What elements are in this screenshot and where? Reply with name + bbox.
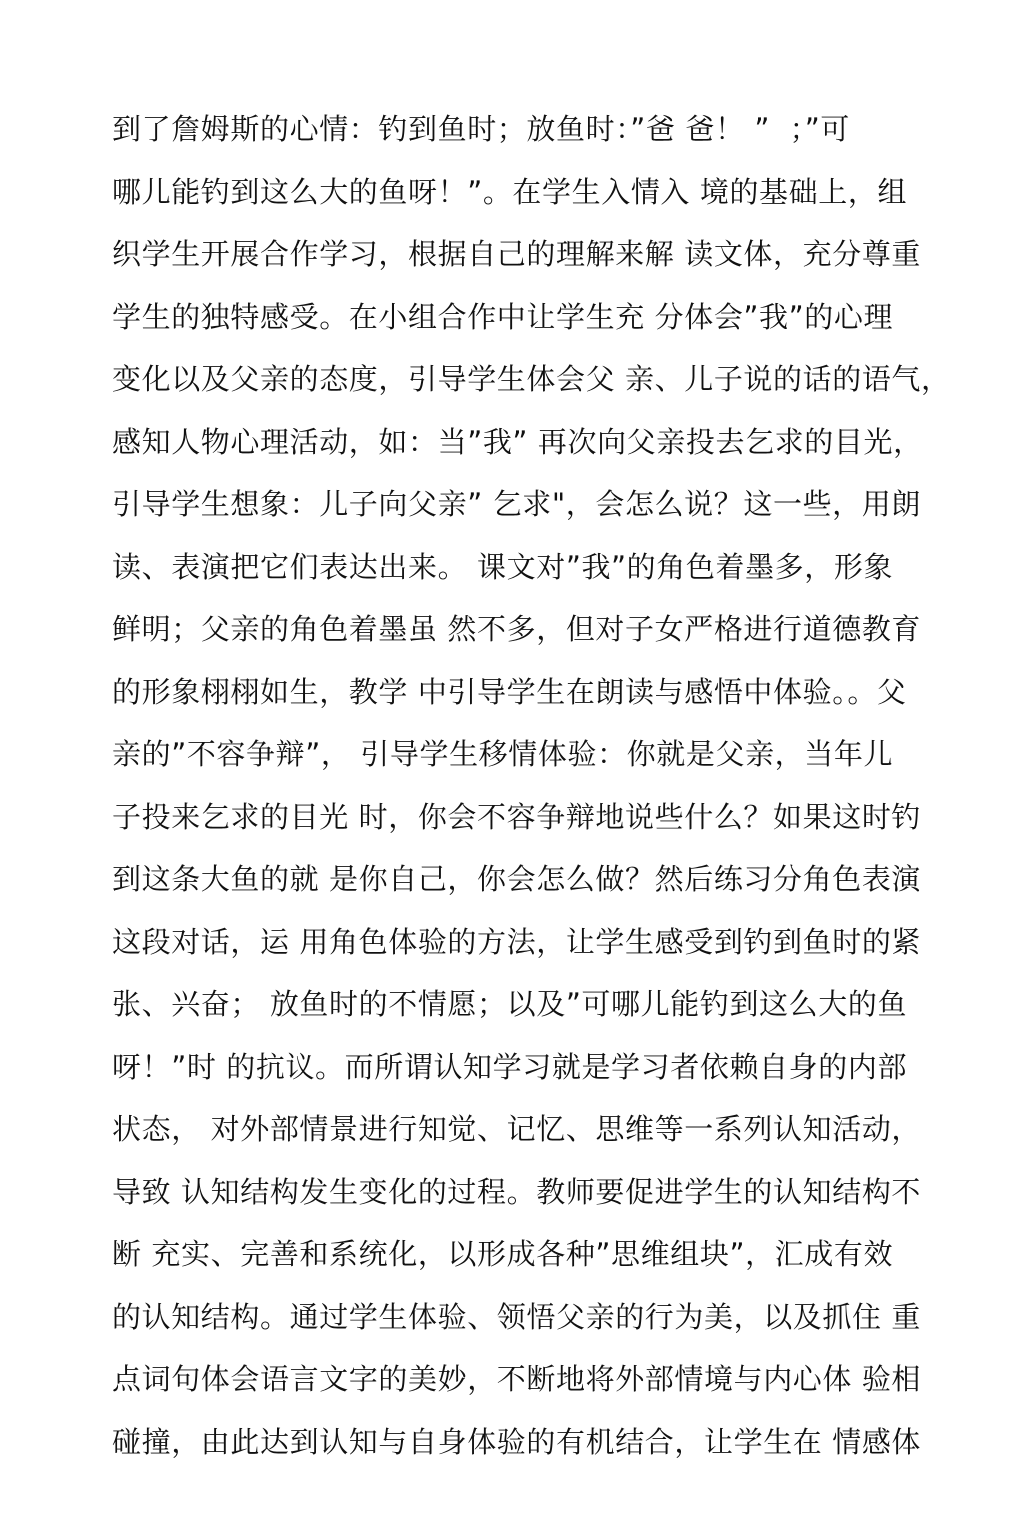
text-line: 的形象栩栩如生，教学 中引导学生在朗读与感悟中体验。。父 — [112, 674, 907, 709]
text-line: 变化以及父亲的态度，引导学生体会父 亲、儿子说的话的语气， — [112, 362, 951, 396]
text-line: 张、兴奋； 放鱼时的不情愿；以及”可哪儿能钓到这么大的鱼 — [112, 987, 908, 1021]
text-line: 碰撞，由此达到认知与自身体验的有机结合，让学生在 情感体 — [112, 1424, 922, 1459]
text-line: 学生的独特感受。在小组合作中让学生充 分体会”我”的心理 — [112, 299, 894, 334]
text-line: 到这条大鱼的就 是你自己，你会怎么做？然后练习分角色表演 — [112, 862, 922, 896]
text-line: 这段对话，运 用角色体验的方法，让学生感受到钓到鱼时的紧 — [112, 924, 922, 959]
text-line: 哪儿能钓到这么大的鱼呀！”。在学生入情入 境的基础上，组 — [112, 174, 908, 209]
text-line: 状态， 对外部情景进行知觉、记忆、思维等一系列认知活动， — [112, 1112, 922, 1146]
text-line: 引导学生想象：儿子向父亲” 乞求"，会怎么说？这一些，用朗 — [112, 487, 921, 521]
text-line: 点词句体会语言文字的美妙，不断地将外部情境与内心体 验相 — [112, 1362, 922, 1396]
text-line: 读、表演把它们表达出来。 课文对”我”的角色着墨多，形象 — [112, 549, 894, 584]
text-line: 导致 认知结构发生变化的过程。教师要促进学生的认知结构不 — [112, 1174, 922, 1209]
text-line: 到了詹姆斯的心情：钓到鱼时；放鱼时：”爸 爸！ ” ；”可 — [112, 112, 850, 146]
text-line: 的认知结构。通过学生体验、领悟父亲的行为美，以及抓住 重 — [112, 1299, 922, 1334]
text-line: 呀！”时 的抗议。而所谓认知学习就是学习者依赖自身的内部 — [112, 1049, 908, 1084]
text-line: 亲的”不容争辩”， 引导学生移情体验：你就是父亲，当年儿 — [112, 737, 894, 771]
text-line: 断 充实、完善和系统化，以形成各种”思维组块”，汇成有效 — [112, 1237, 894, 1271]
body-text — [112, 98, 951, 1473]
text-line: 感知人物心理活动，如：当”我” 再次向父亲投去乞求的目光， — [112, 424, 923, 459]
text-line: 子投来乞求的目光 时，你会不容争辩地说些什么？如果这时钓 — [112, 799, 922, 834]
text-line: 鲜明；父亲的角色着墨虽 然不多，但对子女严格进行道德教育 — [112, 612, 922, 646]
text-line: 织学生开展合作学习，根据自己的理解来解 读文体，充分尊重 — [112, 237, 922, 271]
